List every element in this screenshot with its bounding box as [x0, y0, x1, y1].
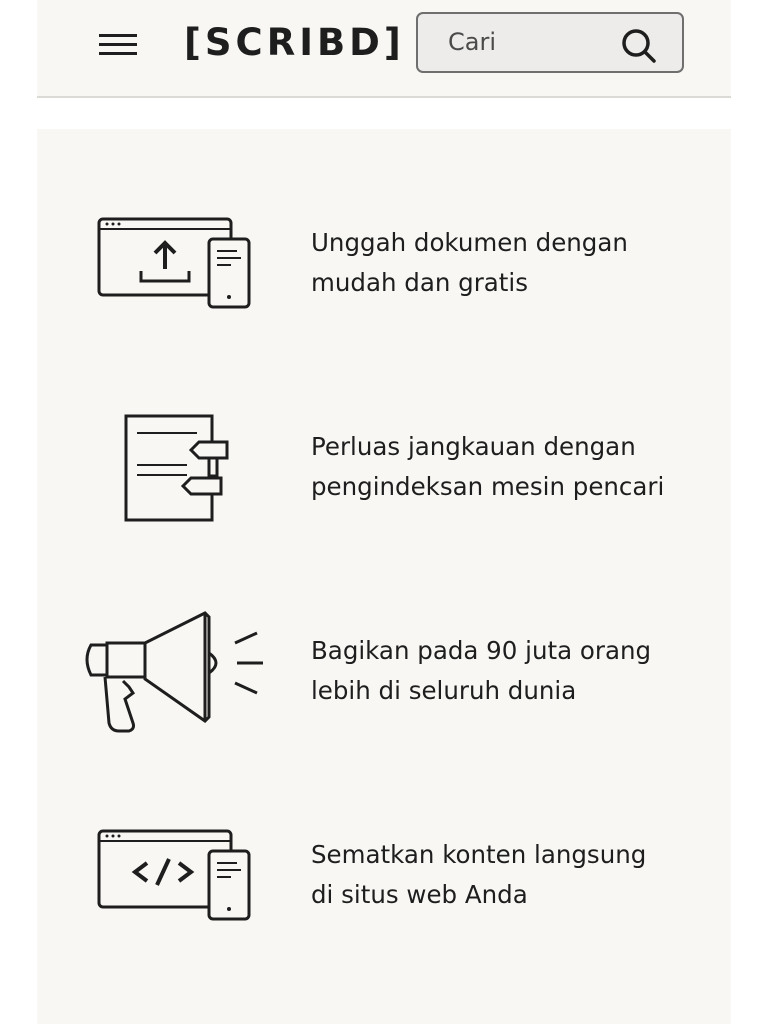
- search-icon[interactable]: [620, 27, 658, 65]
- feature-line-2: mudah dan gratis: [311, 268, 528, 297]
- upload-devices-icon: [97, 217, 253, 309]
- scribd-logo[interactable]: [SCRIBD]: [184, 21, 405, 64]
- indexed-document-icon: [123, 413, 229, 525]
- feature-line-1: Bagikan pada 90 juta orang: [311, 636, 652, 665]
- feature-text: [311, 223, 711, 303]
- feature-text: [311, 835, 711, 915]
- feature-line-1: Sematkan konten langsung: [311, 840, 647, 869]
- site-header: [37, 0, 731, 98]
- feature-embed: [37, 811, 731, 951]
- feature-line-2: lebih di seluruh dunia: [311, 676, 577, 705]
- features-panel: [37, 129, 731, 1024]
- feature-indexing: [37, 403, 731, 543]
- feature-line-1: Unggah dokumen dengan: [311, 228, 628, 257]
- feature-share: [37, 607, 731, 747]
- menu-icon[interactable]: [99, 28, 139, 60]
- feature-line-2: pengindeksan mesin pencari: [311, 472, 665, 501]
- feature-line-1: Perluas jangkauan dengan: [311, 432, 636, 461]
- search-placeholder: Cari: [448, 28, 496, 56]
- embed-code-devices-icon: [97, 829, 253, 921]
- feature-upload: [37, 199, 731, 339]
- feature-line-2: di situs web Anda: [311, 880, 528, 909]
- search-input[interactable]: [416, 12, 684, 73]
- feature-text: [311, 427, 711, 507]
- feature-text: [311, 631, 711, 711]
- megaphone-icon: [81, 609, 271, 733]
